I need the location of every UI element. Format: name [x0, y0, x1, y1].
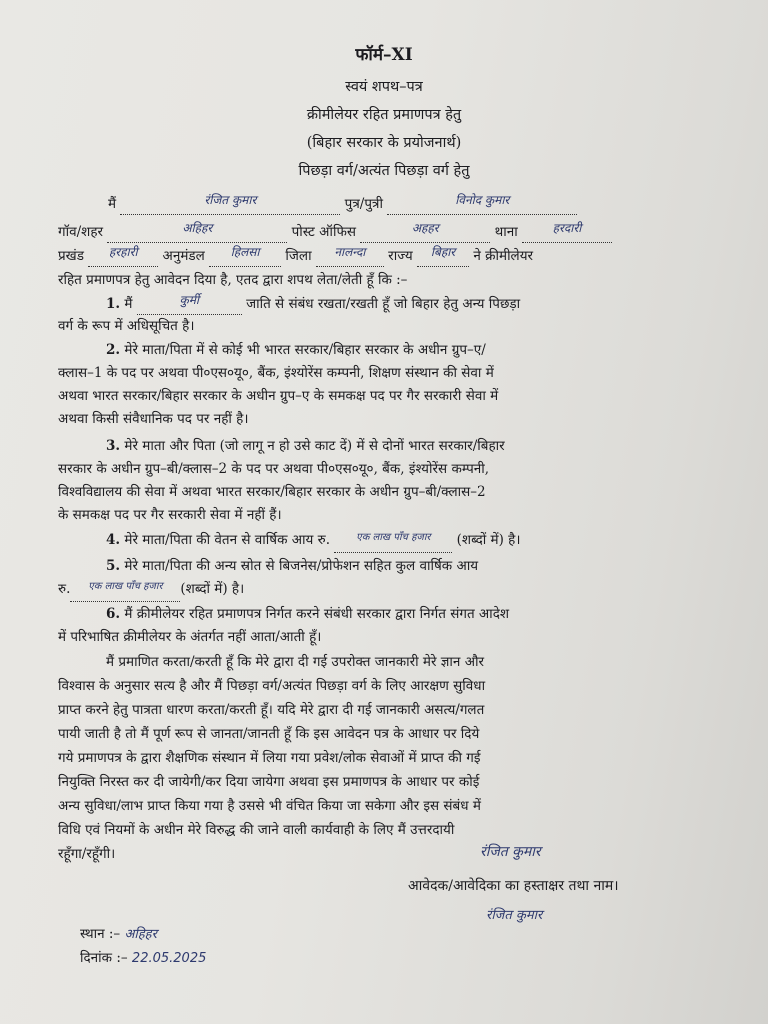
applicant-line: मैं रंजित कुमार पुत्र/पुत्री विनोद कुमार — [108, 194, 577, 215]
declaration-line: नियुक्ति निरस्त कर दी जायेगी/कर दिया जायेगा अथवा इस प्रमाणपत्र के आधार पर कोई — [58, 774, 480, 790]
village-field: अहिहर — [107, 222, 287, 243]
clause-1-line-2: वर्ग के रूप में अधिसूचित है। — [58, 318, 195, 334]
clause-3: 3. मेरे माता और पिता (जो लागू न हो उसे काट दें) में से दोनों भारत सरकार/बिहार — [106, 438, 505, 454]
father-name-field: विनोद कुमार — [387, 194, 577, 215]
address-line: गॉव/शहर अहिहर पोस्ट ऑफिस अहहर थाना हरदारी — [58, 222, 612, 243]
caste-field: कुर्मी — [137, 294, 242, 315]
declaration-line: गये प्रमाणपत्र के द्वारा शैक्षणिक संस्थान में लिया गया प्रवेश/लोक सेवाओं में प्राप्त की गई — [58, 750, 481, 766]
place-value: अहिहर — [124, 927, 157, 942]
clause-2-line-3: अथवा भारत सरकार/बिहार सरकार के अधीन ग्रुप–ए के समकक्ष पद पर गैर सरकारी सेवा में — [58, 388, 499, 404]
clause-5: 5. मेरे माता/पिता की अन्य स्रोत से बिजनेस/प्रोफेशन सहित कुल वार्षिक आय — [106, 558, 479, 574]
clause-6-line-2: में परिभाषित क्रीमीलेयर के अंतर्गत नहीं आता/आती हूँ। — [58, 629, 322, 645]
clause-3-line-4: के समकक्ष पद पर गैर सरकारी सेवा में नहीं हैं। — [58, 507, 282, 523]
declaration-line: प्राप्त करने हेतु पात्रता धारण करता/करती हूँ। यदि मेरे द्वारा दी गई जानकारी असत्य/गलत — [58, 702, 485, 718]
clause-5-line-2: रु. $^{एक लाख पाँच हजार}$ (शब्दों में) है। — [58, 579, 244, 602]
thana-field: हरदारी — [522, 222, 612, 243]
clause-1: 1. मैं कुर्मी जाति से संबंध रखता/रखती हूँ जो बिहार हेतु अन्य पिछड़ा — [106, 294, 520, 315]
declaration-line: अन्य सुविधा/लाभ प्राप्त किया गया है उससे भी वंचित किया जा सकेगा और इस संबंध में — [58, 798, 481, 814]
clause-6: 6. मैं क्रीमीलेयर रहित प्रमाणपत्र निर्गत करने संबंधी सरकार द्वारा निर्गत संगत आदेश — [106, 606, 510, 622]
clause-2-line-2: क्लास–1 के पद पर अथवा पी०एस०यू०, बैंक, इंश्योरेंस कम्पनी, शिक्षण संस्थान की सेवा में — [58, 365, 494, 381]
oath-intro: रहित प्रमाणपत्र हेतु आवेदन दिया है, एतद द्वारा शपथ लेता/लेती हूँ कि :– — [58, 272, 408, 288]
clause-2-line-4: अथवा किसी संवैधानिक पद पर नहीं है। — [58, 411, 249, 427]
applicant-name-written: रंजित कुमार — [486, 908, 543, 923]
applicant-signature: रंजित कुमार — [480, 844, 541, 860]
signature-label: आवेदक/आवेदिका का हस्ताक्षर तथा नाम। — [408, 878, 619, 894]
applicant-name-field: रंजित कुमार — [120, 194, 340, 215]
district-field: नालन्दा — [316, 246, 384, 267]
clause-4: 4. मेरे माता/पिता की वेतन से वार्षिक आय रु. $^{एक लाख पाँच हजार}$ (शब्दों में) है। — [106, 530, 520, 553]
title-purpose: (बिहार सरकार के प्रयोजनार्थ) — [306, 135, 462, 151]
clause-3-line-3: विश्वविद्यालय की सेवा में अथवा भारत सरकार/बिहार सरकार के अधीन ग्रुप–बी/क्लास–2 — [58, 484, 486, 500]
subdivision-field: हिलसा — [209, 246, 281, 267]
declaration-line: विश्वास के अनुसार सत्य है और मैं पिछड़ा वर्ग/अत्यंत पिछड़ा वर्ग के लिए आरक्षण सुविधा — [58, 678, 486, 694]
clause-2: 2. मेरे माता/पिता में से कोई भी भारत सरकार/बिहार सरकार के अधीन ग्रुप–ए/ — [106, 342, 486, 358]
block-line: प्रखंड हरहारी अनुमंडल हिलसा जिला नालन्दा राज्य बिहार ने क्रीमीलेयर — [58, 246, 533, 267]
state-field: बिहार — [417, 246, 469, 267]
declaration-line: मैं प्रमाणित करता/करती हूँ कि मेरे द्वारा दी गई उपरोक्त जानकारी मेरे ज्ञान और — [106, 654, 485, 670]
declaration-line: रहूँगा/रहूँगी। — [58, 846, 116, 862]
clause-3-line-2: सरकार के अधीन ग्रुप–बी/क्लास–2 के पद पर अथवा पी०एस०यू०, बैंक, इंश्योरेंस कम्पनी, — [58, 461, 490, 477]
date-line: दिनांक :– 22.05.2025 — [80, 950, 207, 966]
place-line: स्थान :– अहिहर — [80, 926, 157, 942]
title-category: पिछड़ा वर्ग/अत्यंत पिछड़ा वर्ग हेतु — [298, 163, 470, 179]
post-office-field: अहहर — [360, 222, 490, 243]
total-income-field: एक लाख पाँच हजार — [70, 579, 180, 602]
date-value: 22.05.2025 — [131, 951, 207, 966]
salary-income-field: एक लाख पाँच हजार — [334, 530, 452, 553]
title-certificate: क्रीमीलेयर रहित प्रमाणपत्र हेतु — [306, 107, 462, 123]
title-oath: स्वयं शपथ–पत्र — [345, 79, 423, 95]
block-field: हरहारी — [88, 246, 158, 267]
declaration-line: विधि एवं नियमों के अधीन मेरे विरुद्ध की जाने वाली कार्यवाही के लिए मैं उत्तरदायी — [58, 822, 455, 838]
declaration-line: पायी जाती है तो मैं पूर्ण रूप से जानता/जानती हूँ कि इस आवेदन पत्र के आधार पर दिये — [58, 726, 480, 742]
form-number: फॉर्म–XI — [355, 45, 413, 65]
